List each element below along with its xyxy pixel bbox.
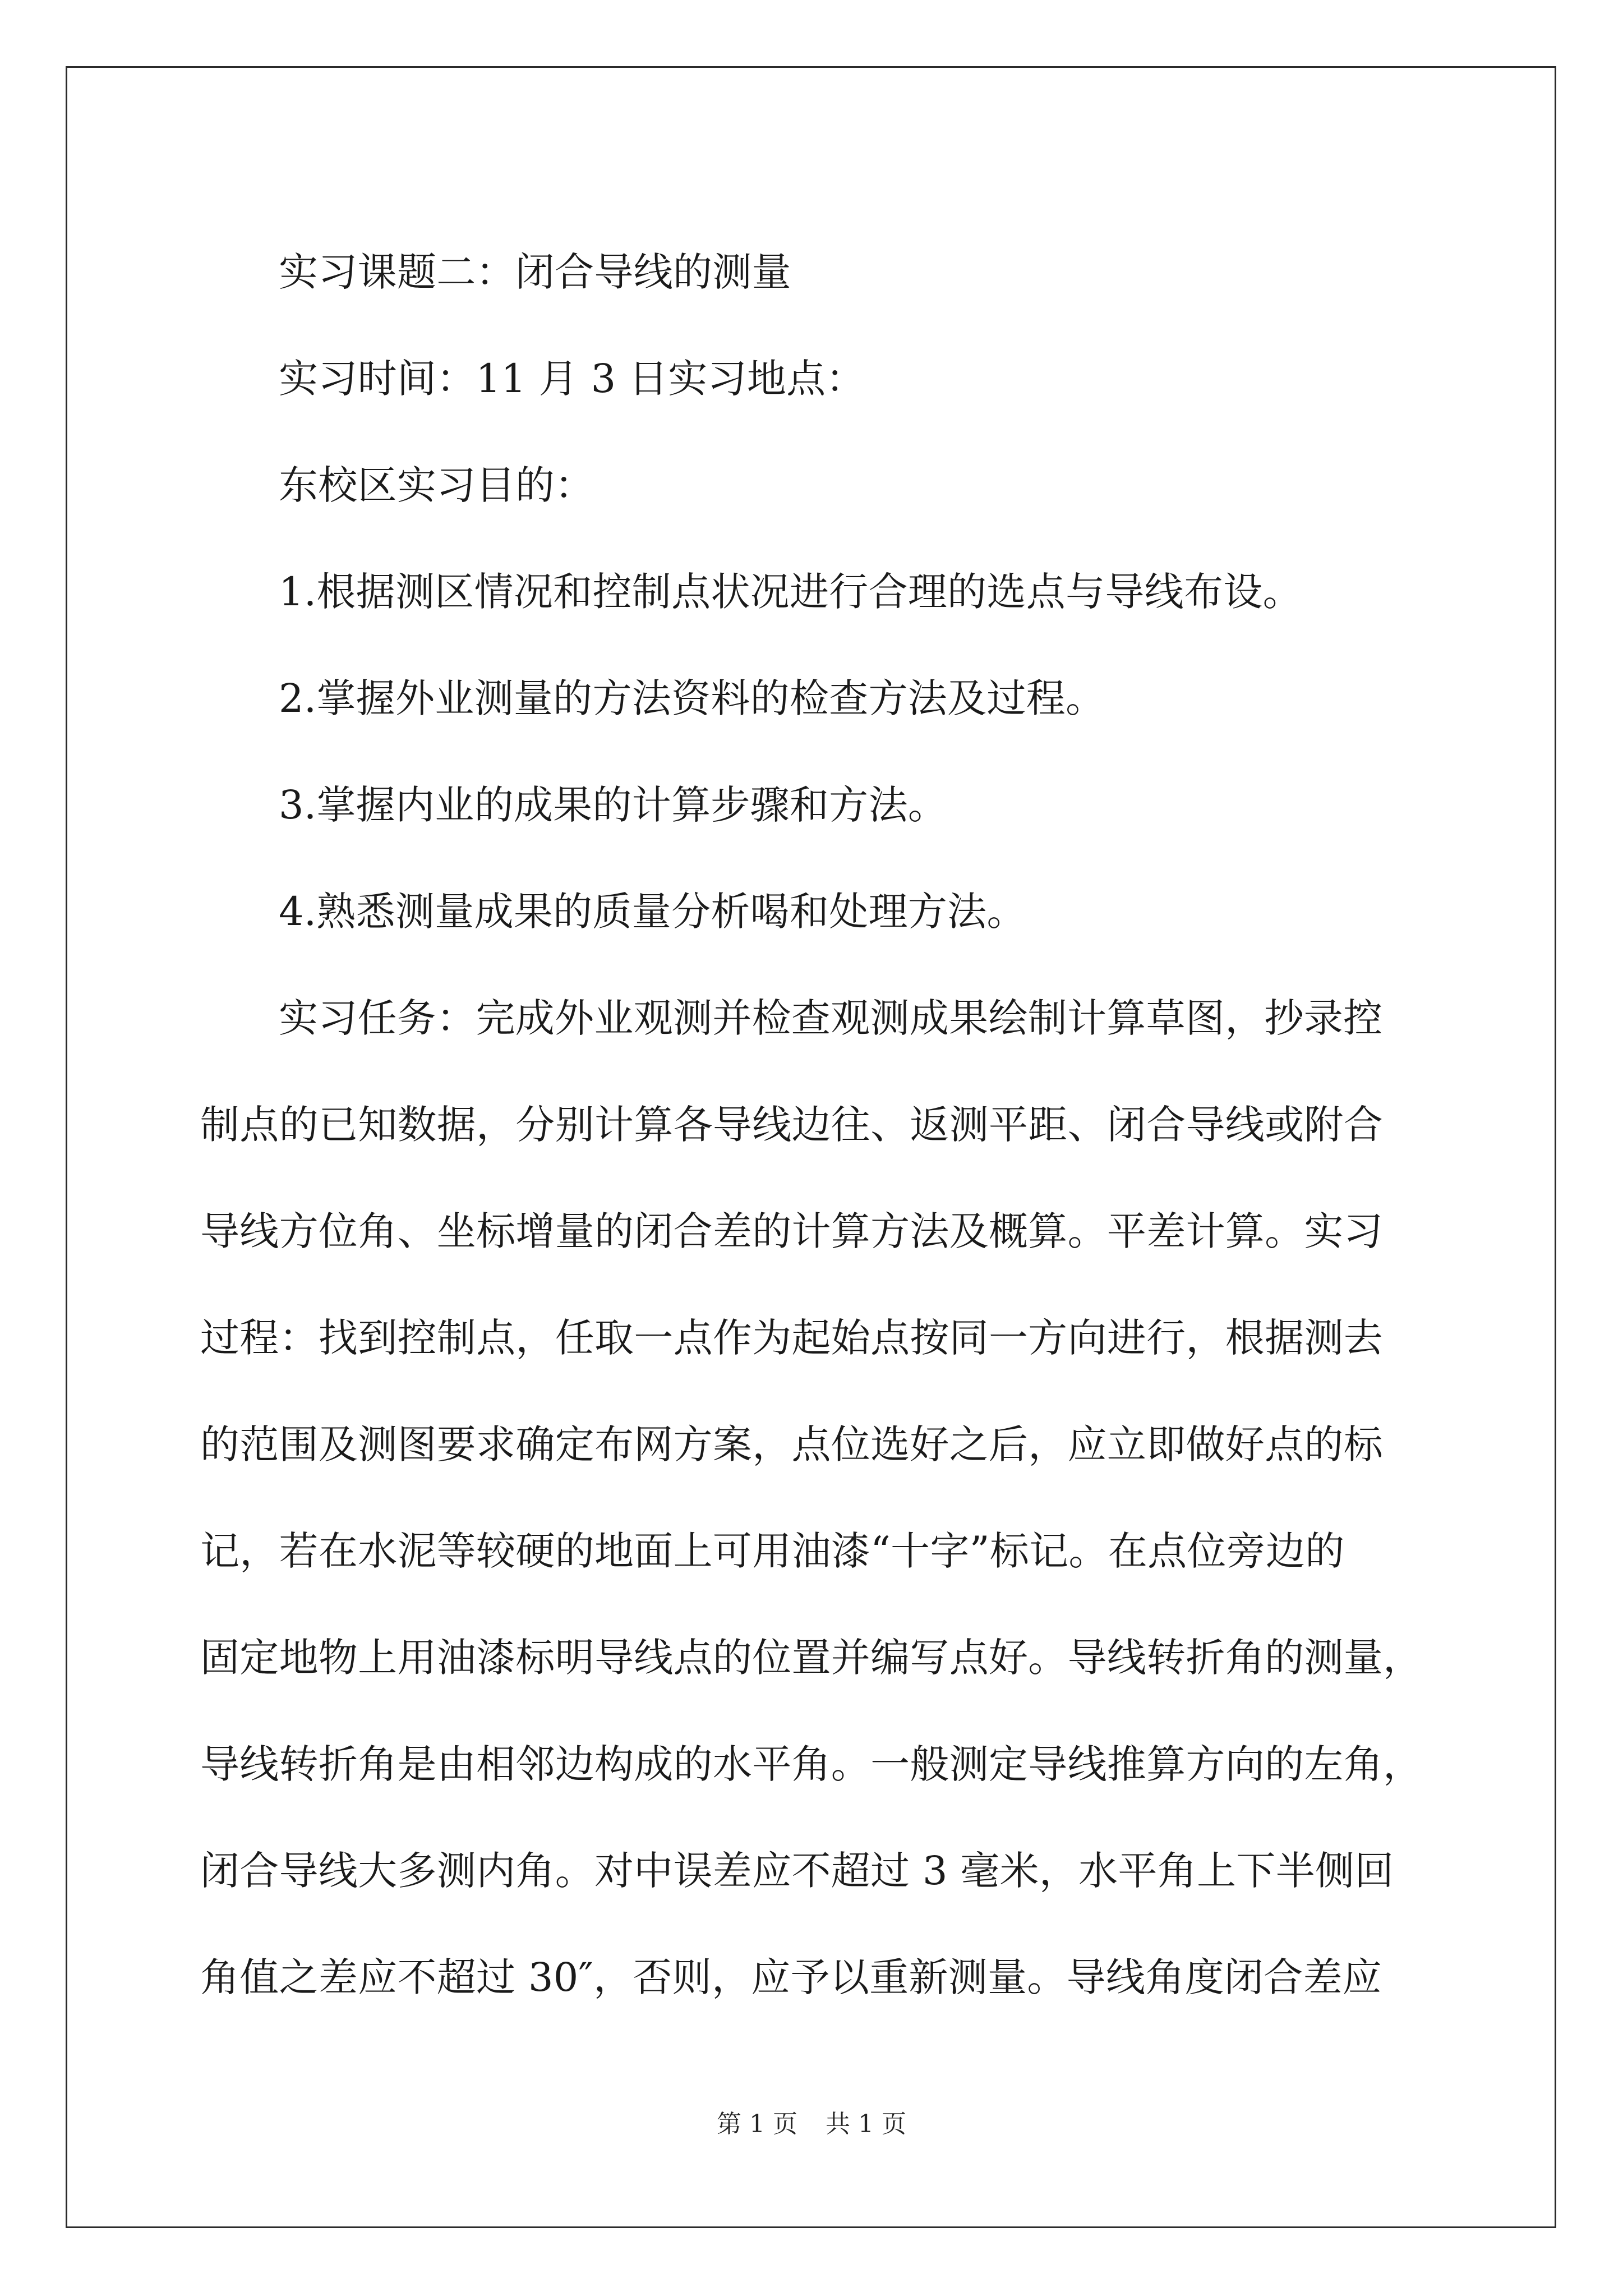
document-line: 东校区实习目的：: [279, 462, 594, 508]
document-line: 1.根据测区情况和控制点状况进行合理的选点与导线布设。: [279, 569, 1302, 615]
document-line: 实习课题二：闭合导线的测量: [279, 249, 791, 295]
document-line: 闭合导线大多测内角。对中误差应不超过 3 毫米，水平角上下半侧回: [200, 1848, 1394, 1894]
document-line: 3.掌握内业的成果的计算步骤和方法。: [279, 782, 948, 828]
document-line: 过程：找到控制点，任取一点作为起始点按同一方向进行，根据测去: [200, 1315, 1383, 1361]
document-line: 制点的已知数据，分别计算各导线边往、返测平距、闭合导线或附合: [200, 1102, 1383, 1148]
document-line: 记，若在水泥等较硬的地面上可用油漆“十字”标记。在点位旁边的: [200, 1528, 1345, 1574]
document-line: 2.掌握外业测量的方法资料的检查方法及过程。: [279, 675, 1105, 721]
document-line: 角值之差应不超过 30″，否则，应予以重新测量。导线角度闭合差应: [200, 1954, 1382, 2000]
document-line: 4.熟悉测量成果的质量分析喝和处理方法。: [279, 889, 1026, 935]
document-line: 实习时间：11 月 3 日实习地点：: [279, 356, 865, 402]
document-line: 导线转折角是由相邻边构成的水平角。一般测定导线推算方向的左角，: [200, 1741, 1423, 1787]
document-body: [200, 219, 1428, 2031]
document-line: 导线方位角、坐标增量的闭合差的计算方法及概算。平差计算。实习: [200, 1208, 1383, 1254]
page-number: 第 1 页: [717, 2110, 797, 2138]
page-footer: [0, 2104, 1623, 2139]
document-line: 的范围及测图要求确定布网方案，点位选好之后，应立即做好点的标: [200, 1421, 1383, 1467]
document-line: 实习任务：完成外业观测并检查观测成果绘制计算草图，抄录控: [279, 995, 1383, 1041]
document-line: 固定地物上用油漆标明导线点的位置并编写点好。导线转折角的测量，: [200, 1635, 1423, 1681]
page-total: 共 1 页: [826, 2110, 906, 2138]
